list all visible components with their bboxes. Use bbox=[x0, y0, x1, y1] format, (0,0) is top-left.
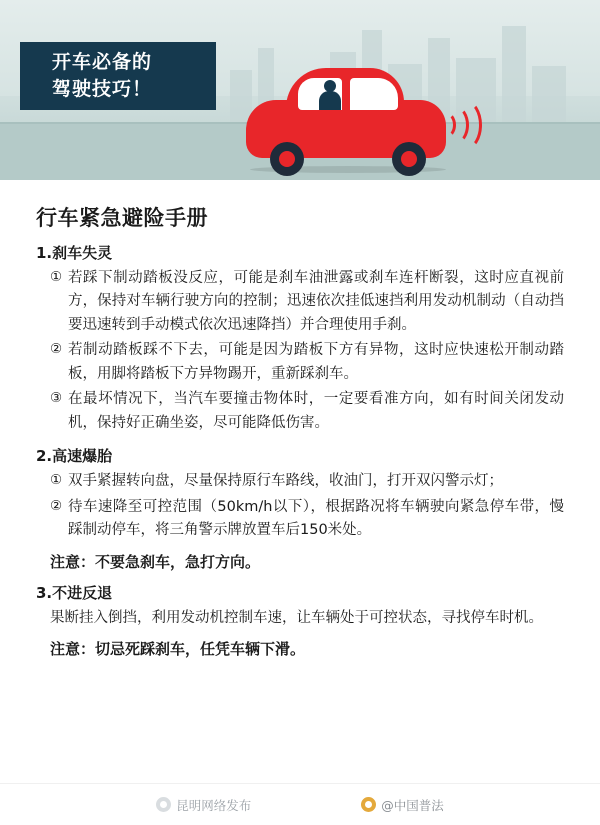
hero-title-badge bbox=[20, 42, 216, 110]
section-heading-1: 1.刹车失灵 bbox=[36, 244, 113, 262]
footer-credits bbox=[0, 783, 600, 825]
car-wheel-front bbox=[270, 142, 304, 176]
page-title: 行车紧急避险手册 bbox=[36, 206, 208, 230]
credit-right-label: @中国普法 bbox=[381, 797, 444, 813]
hero-banner bbox=[0, 0, 600, 180]
section-note-3: 注意：切忌死踩刹车，任凭车辆下滑。 bbox=[50, 640, 306, 659]
weibo-icon bbox=[156, 797, 171, 812]
weibo-icon bbox=[361, 797, 376, 812]
list-item-text: 在最坏情况下，当汽车要撞击物体时，一定要看准方向，如有时间关闭发动机，保持好正确坐姿，尽可能降低伤害。 bbox=[68, 391, 564, 431]
list-item-marker: ③ bbox=[50, 390, 63, 407]
list-item bbox=[50, 267, 564, 337]
document-body bbox=[0, 180, 600, 659]
car-wheel-rear bbox=[392, 142, 426, 176]
list-item bbox=[50, 496, 564, 543]
driver-head bbox=[324, 80, 336, 92]
list-item-text: 双手紧握转向盘，尽量保持原行车路线，收油门，打开双闪警示灯； bbox=[68, 473, 503, 490]
section-heading-2: 2.高速爆胎 bbox=[36, 447, 113, 466]
list-item-text: 若制动踏板踩不下去，可能是因为踏板下方有异物，这时应快速松开制动踏板，用脚将踏板下方异物踢开，重新踩刹车。 bbox=[68, 342, 564, 382]
list-item bbox=[50, 388, 564, 435]
section-paragraph-3: 果断挂入倒挡，利用发动机控制车速，让车辆处于可控状态，寻找停车时机。 bbox=[50, 609, 543, 626]
hero-badge-line-1: 开车必备的 bbox=[52, 51, 153, 74]
car-illustration bbox=[240, 62, 470, 172]
list-item-marker: ② bbox=[50, 497, 63, 514]
skyline-building bbox=[502, 26, 526, 122]
credit-left bbox=[156, 796, 251, 814]
list-item-marker: ① bbox=[50, 472, 63, 489]
car-window-rear bbox=[350, 78, 398, 110]
credit-right[interactable] bbox=[361, 796, 444, 814]
skyline-building bbox=[532, 66, 566, 122]
list-item bbox=[50, 470, 564, 493]
speed-line-icon bbox=[450, 100, 482, 150]
list-item bbox=[50, 339, 564, 386]
list-item-text: 若踩下制动踏板没反应，可能是刹车油泄露或刹车连杆断裂，这时应直视前方，保持对车辆行驶方向的控制；迅速依次挂低速挡利用发动机制动（自动挡要迅速转到手动模式依次迅速降挡）并合理使用手刹。 bbox=[68, 270, 564, 333]
list-item-marker: ② bbox=[50, 341, 63, 358]
section-note-2: 注意：不要急刹车，急打方向。 bbox=[50, 552, 261, 571]
list-item-text: 待车速降至可控范围（50km/h以下），根据路况将车辆驶向紧急停车带，慢踩制动停车，将三角警示牌放置车后150米处。 bbox=[68, 498, 564, 539]
credit-left-label: 昆明网络发布 bbox=[176, 797, 252, 813]
list-item-marker: ① bbox=[50, 269, 63, 285]
hero-badge-line-2: 驾驶技巧！ bbox=[52, 78, 153, 100]
driver-figure bbox=[319, 91, 341, 110]
section-heading-3: 3.不进反退 bbox=[36, 583, 113, 602]
